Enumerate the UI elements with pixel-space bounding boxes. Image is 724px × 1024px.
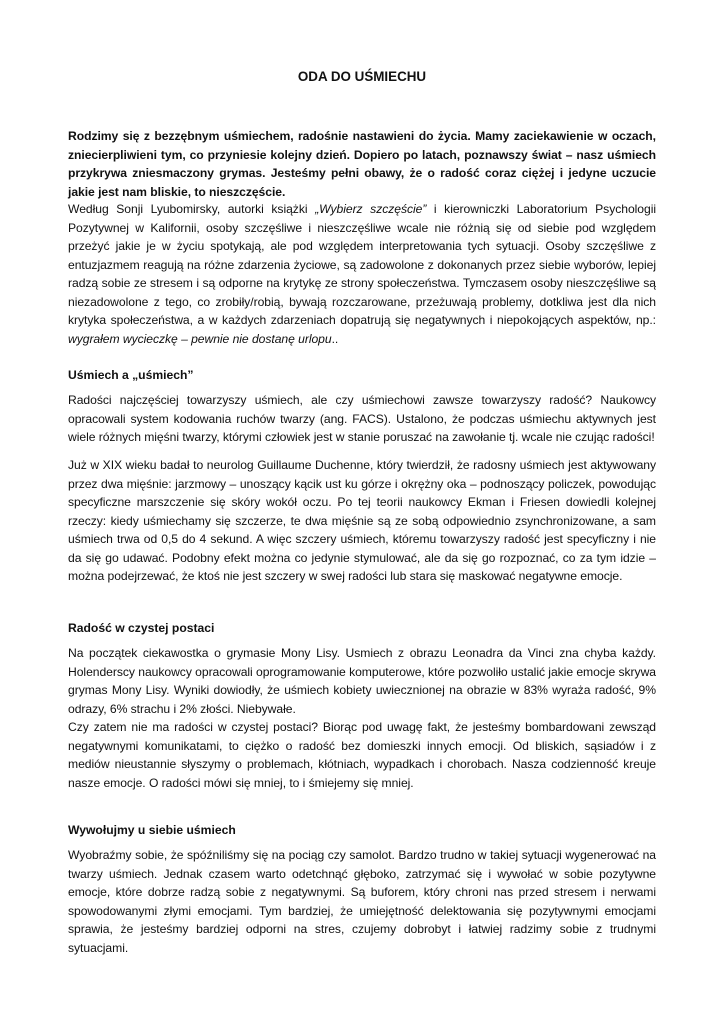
- intro-example: wygrałem wycieczkę – pewnie nie dostanę urlopu: [68, 331, 332, 346]
- page-title: ODA DO UŚMIECHU: [297, 69, 427, 84]
- section-heading-pure-joy: Radość w czystej postaci: [68, 621, 215, 635]
- intro-text-3: ..: [331, 331, 339, 346]
- section-heading-smile: Uśmiech a „uśmiech”: [68, 368, 194, 382]
- section1-paragraph-1: Radości najczęściej towarzyszy uśmiech, ale czy uśmiechowi zawsze towarzyszy radość? Naukowcy opracowali system kodowania ruchów twarzy (ang. FACS). Ustalono, że podczas uśmiechu aktywnych jest wiele różnych mięśni twarzy, którymi człowiek jest w stanie poruszać na zawołanie tj. wcale nie czując radości!: [68, 393, 656, 444]
- section2-paragraph-1: Na początek ciekawostka o grymasie Mony Lisy. Usmiech z obrazu Leonadra da Vinci zna chyba każdy. Holenderscy naukowcy opracowali oprogramowanie komputerowe, które pozwoliło ustalić jakie emocje skrywa grymas Mony Lisy. Wyniki dowiodły, że uśmiech kobiety uwiecznionej na obrazie w 83% wyraża radość, 9% odrazy, 6% strachu i 2% złości. Niebywałe.: [68, 646, 656, 716]
- book-title: „Wybierz szczęście”: [315, 202, 427, 216]
- section3-paragraph-1: Wyobraźmy sobie, że spóźniliśmy się na pociąg czy samolot. Bardzo trudno w takiej sytuacji wygenerować na twarzy uśmiech. Jednak czasem warto odetchnąć głęboko, zatrzymać się i wywołać w sobie pozytywne emocje, które dobrze radzą sobie z negatywnymi. Są buforem, który chroni nas przed stresem i nerwami spowodowanymi złymi emocjami. Tym bardziej, że umiejętność delektowania się pozytywnymi emocjami sprawia, że jesteśmy bardziej odporni na stres, czujemy dobrobyt i łatwiej radzimy sobie z trudnymi sytuacjami.: [68, 848, 656, 955]
- section2-paragraph-2: Czy zatem nie ma radości w czystej postaci? Biorąc pod uwagę fakt, że jesteśmy bombardowani zewsząd negatywnymi komunikatami, to ciężko o radość bez domieszki innych emocji. Od bliskich, sąsiadów i z mediów nieustannie słyszymy o problemach, kłótniach, wypadkach i chorobach. Nasza codzienność kreuje nasze emocje. O radości mówi się mniej, to i śmiejemy się mniej.: [68, 720, 656, 790]
- lead-paragraph: Rodzimy się z bezzębnym uśmiechem, radośnie nastawieni do życia. Mamy zaciekawienie w oczach, zniecierpliwieni tym, co przyniesie kolejny dzień. Dopiero po latach, poznawszy świat – nasz uśmiech przykrywa zniesmaczony grymas. Jesteśmy pełni obawy, że o radość coraz ciężej i jedyne uczucie jakie jest nam bliskie, to nieszczęście.: [68, 129, 656, 199]
- section-heading-evoke-smile: Wywołujmy u siebie uśmiech: [68, 823, 236, 837]
- intro-text-2: i kierowniczki Laboratorium Psychologii Pozytywnej w Kalifornii, osoby szczęśliwe i nieszczęśliwe wcale nie różnią się od siebie pod względem przeżyć jakie je w życiu spotykają, ale pod względem interpretowania tych sytuacji. Osoby szczęśliwe z entuzjazmem reagują na różne zdarzenia życiowe, są zadowolone z dokonanych przez siebie wyborów, lepiej radzą sobie ze stresem i są odporne na krytykę ze strony społeczeństwa. Tymczasem osoby nieszczęśliwe są niezadowolone z tego, co zrobiły/robią, bywają rozczarowane, przeżuwają problemy, dotkliwa jest dla nich krytyka społeczeństwa, a w każdych zdarzeniach dopatrują się negatywnych i niepokojących aspektów, np.:: [68, 202, 656, 327]
- intro-text-1: Według Sonji Lyubomirsky, autorki książki: [68, 202, 316, 216]
- intro-paragraph: [68, 200, 656, 348]
- section1-paragraph-2: Już w XIX wieku badał to neurolog Guillaume Duchenne, który twierdził, że radosny uśmiech jest aktywowany przez dwa mięśnie: jarzmowy – unoszący kącik ust ku górze i okrężny oka – podnoszący policzek, powodując specyficzne marszczenie się skóry wokół oczu. Po tej teorii naukowcy Ekman i Friesen dowiedli kolejnej rzeczy: kiedy uśmiechamy się szczerze, te dwa mięśnie są ze sobą odpowiednio zsynchronizowane, a sam uśmiech trwa od 0,5 do 4 sekund. A więc szczery uśmiech, któremu towarzyszy radość jest specyficzny i nie da się go udawać. Podobny efekt można co jedynie stymulować, ale da się go rozpoznać, co za tym idzie – można podejrzewać, że ktoś nie jest szczery w swej radości lub stara się maskować negatywne emocje.: [68, 458, 656, 583]
